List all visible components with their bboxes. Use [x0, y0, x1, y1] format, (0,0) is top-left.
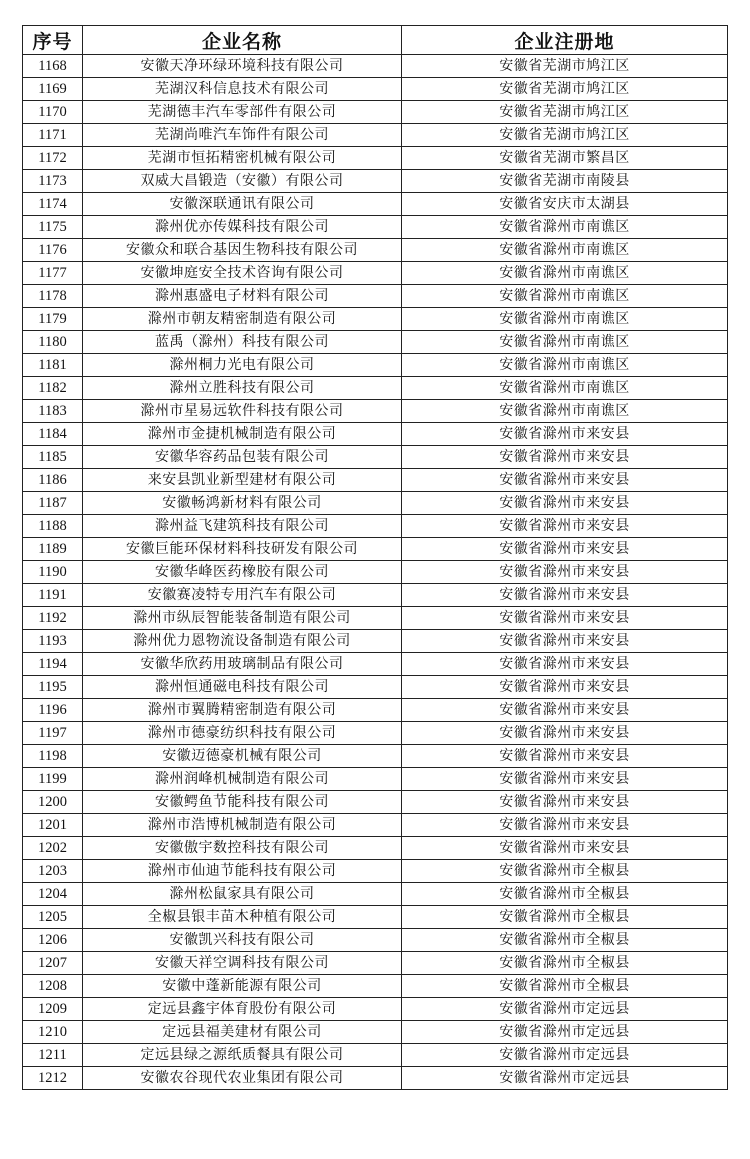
serial-number-cell: 1198 — [23, 745, 83, 768]
registration-place-cell: 安徽省滁州市来安县 — [402, 492, 728, 515]
serial-number-cell: 1202 — [23, 837, 83, 860]
serial-number-cell: 1174 — [23, 193, 83, 216]
registration-place-cell: 安徽省滁州市来安县 — [402, 768, 728, 791]
table-row — [23, 722, 728, 745]
company-name-cell: 安徽天净环绿环境科技有限公司 — [83, 55, 402, 78]
registration-place-cell: 安徽省滁州市来安县 — [402, 607, 728, 630]
serial-number-cell: 1196 — [23, 699, 83, 722]
serial-number-cell: 1184 — [23, 423, 83, 446]
company-name-cell: 芜湖市恒拓精密机械有限公司 — [83, 147, 402, 170]
company-name-cell: 安徽深联通讯有限公司 — [83, 193, 402, 216]
serial-number-cell: 1171 — [23, 124, 83, 147]
registration-place-cell: 安徽省滁州市定远县 — [402, 998, 728, 1021]
table-row — [23, 216, 728, 239]
registration-place-cell: 安徽省滁州市来安县 — [402, 584, 728, 607]
registration-place-cell: 安徽省滁州市南谯区 — [402, 400, 728, 423]
table-row — [23, 423, 728, 446]
company-name-cell: 安徽畅鸿新材料有限公司 — [83, 492, 402, 515]
table-row — [23, 561, 728, 584]
serial-number-cell: 1206 — [23, 929, 83, 952]
table-header-row — [23, 26, 728, 55]
serial-number-cell: 1170 — [23, 101, 83, 124]
table-body — [23, 55, 728, 1090]
company-name-cell: 安徽华峰医药橡胶有限公司 — [83, 561, 402, 584]
table-row — [23, 492, 728, 515]
registration-place-cell: 安徽省滁州市南谯区 — [402, 331, 728, 354]
company-name-cell: 滁州润峰机械制造有限公司 — [83, 768, 402, 791]
serial-number-cell: 1186 — [23, 469, 83, 492]
table-row — [23, 377, 728, 400]
serial-number-cell: 1178 — [23, 285, 83, 308]
table-row — [23, 860, 728, 883]
serial-number-cell: 1204 — [23, 883, 83, 906]
company-name-cell: 安徽鳄鱼节能科技有限公司 — [83, 791, 402, 814]
table-row — [23, 745, 728, 768]
registration-place-cell: 安徽省芜湖市鸠江区 — [402, 124, 728, 147]
table-row — [23, 78, 728, 101]
serial-number-cell: 1177 — [23, 262, 83, 285]
serial-number-cell: 1183 — [23, 400, 83, 423]
serial-number-cell: 1212 — [23, 1067, 83, 1090]
company-name-cell: 滁州立胜科技有限公司 — [83, 377, 402, 400]
table-row — [23, 101, 728, 124]
table-row — [23, 929, 728, 952]
company-name-cell: 双威大昌锻造（安徽）有限公司 — [83, 170, 402, 193]
company-name-cell: 滁州市金捷机械制造有限公司 — [83, 423, 402, 446]
registration-place-cell: 安徽省滁州市来安县 — [402, 814, 728, 837]
serial-number-cell: 1209 — [23, 998, 83, 1021]
table-row — [23, 814, 728, 837]
serial-number-cell: 1181 — [23, 354, 83, 377]
table-row — [23, 239, 728, 262]
serial-number-cell: 1199 — [23, 768, 83, 791]
registration-place-cell: 安徽省滁州市来安县 — [402, 837, 728, 860]
table-row — [23, 837, 728, 860]
company-name-cell: 滁州市翼腾精密制造有限公司 — [83, 699, 402, 722]
serial-number-cell: 1197 — [23, 722, 83, 745]
table-row — [23, 676, 728, 699]
table-row — [23, 285, 728, 308]
table-row — [23, 630, 728, 653]
table-row — [23, 699, 728, 722]
registration-place-cell: 安徽省安庆市太湖县 — [402, 193, 728, 216]
registration-place-cell: 安徽省芜湖市鸠江区 — [402, 55, 728, 78]
serial-number-cell: 1172 — [23, 147, 83, 170]
table-row — [23, 400, 728, 423]
company-name-cell: 芜湖尚唯汽车饰件有限公司 — [83, 124, 402, 147]
serial-number-cell: 1179 — [23, 308, 83, 331]
serial-number-cell: 1182 — [23, 377, 83, 400]
table-row — [23, 768, 728, 791]
registration-place-cell: 安徽省滁州市来安县 — [402, 423, 728, 446]
registration-place-cell: 安徽省滁州市南谯区 — [402, 216, 728, 239]
table-row — [23, 262, 728, 285]
header-serial-number: 序号 — [23, 26, 83, 55]
registration-place-cell: 安徽省滁州市来安县 — [402, 515, 728, 538]
company-name-cell: 安徽华欣药用玻璃制品有限公司 — [83, 653, 402, 676]
serial-number-cell: 1188 — [23, 515, 83, 538]
company-name-cell: 安徽华容药品包装有限公司 — [83, 446, 402, 469]
table-row — [23, 791, 728, 814]
company-name-cell: 安徽中蓬新能源有限公司 — [83, 975, 402, 998]
serial-number-cell: 1176 — [23, 239, 83, 262]
table-row — [23, 170, 728, 193]
table-row — [23, 653, 728, 676]
registration-place-cell: 安徽省滁州市来安县 — [402, 791, 728, 814]
table-row — [23, 331, 728, 354]
registration-place-cell: 安徽省滁州市来安县 — [402, 676, 728, 699]
company-name-cell: 安徽赛凌特专用汽车有限公司 — [83, 584, 402, 607]
company-name-cell: 滁州惠盛电子材料有限公司 — [83, 285, 402, 308]
header-company-name: 企业名称 — [83, 26, 402, 55]
registration-place-cell: 安徽省滁州市来安县 — [402, 630, 728, 653]
company-name-cell: 滁州市星易远软件科技有限公司 — [83, 400, 402, 423]
serial-number-cell: 1192 — [23, 607, 83, 630]
company-name-cell: 滁州优力恩物流设备制造有限公司 — [83, 630, 402, 653]
company-name-cell: 定远县鑫宇体育股份有限公司 — [83, 998, 402, 1021]
company-name-cell: 滁州市德豪纺织科技有限公司 — [83, 722, 402, 745]
company-name-cell: 安徽迈德豪机械有限公司 — [83, 745, 402, 768]
registration-place-cell: 安徽省滁州市来安县 — [402, 699, 728, 722]
serial-number-cell: 1211 — [23, 1044, 83, 1067]
registration-place-cell: 安徽省滁州市全椒县 — [402, 929, 728, 952]
table-row — [23, 446, 728, 469]
serial-number-cell: 1189 — [23, 538, 83, 561]
registration-place-cell: 安徽省滁州市定远县 — [402, 1021, 728, 1044]
table-row — [23, 354, 728, 377]
registration-place-cell: 安徽省滁州市定远县 — [402, 1067, 728, 1090]
registration-place-cell: 安徽省滁州市来安县 — [402, 653, 728, 676]
registration-place-cell: 安徽省滁州市全椒县 — [402, 952, 728, 975]
table-row — [23, 124, 728, 147]
serial-number-cell: 1185 — [23, 446, 83, 469]
serial-number-cell: 1201 — [23, 814, 83, 837]
registration-place-cell: 安徽省芜湖市南陵县 — [402, 170, 728, 193]
registration-place-cell: 安徽省滁州市来安县 — [402, 722, 728, 745]
table-row — [23, 975, 728, 998]
serial-number-cell: 1180 — [23, 331, 83, 354]
serial-number-cell: 1207 — [23, 952, 83, 975]
table-row — [23, 1021, 728, 1044]
registration-place-cell: 安徽省滁州市南谯区 — [402, 308, 728, 331]
serial-number-cell: 1195 — [23, 676, 83, 699]
company-name-cell: 安徽巨能环保材料科技研发有限公司 — [83, 538, 402, 561]
serial-number-cell: 1210 — [23, 1021, 83, 1044]
serial-number-cell: 1200 — [23, 791, 83, 814]
registration-place-cell: 安徽省滁州市全椒县 — [402, 883, 728, 906]
registration-place-cell: 安徽省芜湖市繁昌区 — [402, 147, 728, 170]
company-name-cell: 滁州市浩博机械制造有限公司 — [83, 814, 402, 837]
company-name-cell: 芜湖汉科信息技术有限公司 — [83, 78, 402, 101]
company-name-cell: 滁州恒通磁电科技有限公司 — [83, 676, 402, 699]
serial-number-cell: 1173 — [23, 170, 83, 193]
table-row — [23, 883, 728, 906]
company-name-cell: 安徽傲宇数控科技有限公司 — [83, 837, 402, 860]
company-name-cell: 蓝禹（滁州）科技有限公司 — [83, 331, 402, 354]
company-name-cell: 滁州市朝友精密制造有限公司 — [83, 308, 402, 331]
serial-number-cell: 1190 — [23, 561, 83, 584]
serial-number-cell: 1187 — [23, 492, 83, 515]
registration-place-cell: 安徽省滁州市来安县 — [402, 538, 728, 561]
table-row — [23, 55, 728, 78]
company-name-cell: 安徽凯兴科技有限公司 — [83, 929, 402, 952]
company-name-cell: 滁州桐力光电有限公司 — [83, 354, 402, 377]
serial-number-cell: 1168 — [23, 55, 83, 78]
registration-place-cell: 安徽省滁州市来安县 — [402, 469, 728, 492]
table-row — [23, 515, 728, 538]
table-row — [23, 1044, 728, 1067]
table-row — [23, 952, 728, 975]
serial-number-cell: 1175 — [23, 216, 83, 239]
company-name-cell: 滁州松鼠家具有限公司 — [83, 883, 402, 906]
table-row — [23, 998, 728, 1021]
serial-number-cell: 1193 — [23, 630, 83, 653]
company-name-cell: 滁州益飞建筑科技有限公司 — [83, 515, 402, 538]
registration-place-cell: 安徽省滁州市全椒县 — [402, 860, 728, 883]
table-row — [23, 308, 728, 331]
registration-place-cell: 安徽省芜湖市鸠江区 — [402, 101, 728, 124]
table-row — [23, 607, 728, 630]
registration-place-cell: 安徽省滁州市南谯区 — [402, 285, 728, 308]
company-name-cell: 来安县凯业新型建材有限公司 — [83, 469, 402, 492]
registration-place-cell: 安徽省滁州市来安县 — [402, 561, 728, 584]
company-list-table — [22, 25, 728, 1090]
registration-place-cell: 安徽省滁州市来安县 — [402, 745, 728, 768]
table-row — [23, 584, 728, 607]
company-name-cell: 安徽坤庭安全技术咨询有限公司 — [83, 262, 402, 285]
table-row — [23, 538, 728, 561]
header-registration-place: 企业注册地 — [402, 26, 728, 55]
registration-place-cell: 安徽省芜湖市鸠江区 — [402, 78, 728, 101]
company-name-cell: 全椒县银丰苗木种植有限公司 — [83, 906, 402, 929]
registration-place-cell: 安徽省滁州市南谯区 — [402, 262, 728, 285]
serial-number-cell: 1203 — [23, 860, 83, 883]
registration-place-cell: 安徽省滁州市来安县 — [402, 446, 728, 469]
serial-number-cell: 1208 — [23, 975, 83, 998]
table-row — [23, 469, 728, 492]
company-name-cell: 定远县绿之源纸质餐具有限公司 — [83, 1044, 402, 1067]
serial-number-cell: 1169 — [23, 78, 83, 101]
registration-place-cell: 安徽省滁州市定远县 — [402, 1044, 728, 1067]
company-name-cell: 滁州市纵辰智能装备制造有限公司 — [83, 607, 402, 630]
registration-place-cell: 安徽省滁州市南谯区 — [402, 377, 728, 400]
company-name-cell: 安徽众和联合基因生物科技有限公司 — [83, 239, 402, 262]
registration-place-cell: 安徽省滁州市全椒县 — [402, 906, 728, 929]
serial-number-cell: 1194 — [23, 653, 83, 676]
company-name-cell: 芜湖德丰汽车零部件有限公司 — [83, 101, 402, 124]
serial-number-cell: 1205 — [23, 906, 83, 929]
table-row — [23, 906, 728, 929]
company-name-cell: 滁州市仙迪节能科技有限公司 — [83, 860, 402, 883]
registration-place-cell: 安徽省滁州市南谯区 — [402, 239, 728, 262]
registration-place-cell: 安徽省滁州市全椒县 — [402, 975, 728, 998]
company-name-cell: 滁州优亦传媒科技有限公司 — [83, 216, 402, 239]
serial-number-cell: 1191 — [23, 584, 83, 607]
table-row — [23, 193, 728, 216]
table-row — [23, 147, 728, 170]
registration-place-cell: 安徽省滁州市南谯区 — [402, 354, 728, 377]
table-row — [23, 1067, 728, 1090]
company-name-cell: 安徽天祥空调科技有限公司 — [83, 952, 402, 975]
company-name-cell: 定远县福美建材有限公司 — [83, 1021, 402, 1044]
company-name-cell: 安徽农谷现代农业集团有限公司 — [83, 1067, 402, 1090]
